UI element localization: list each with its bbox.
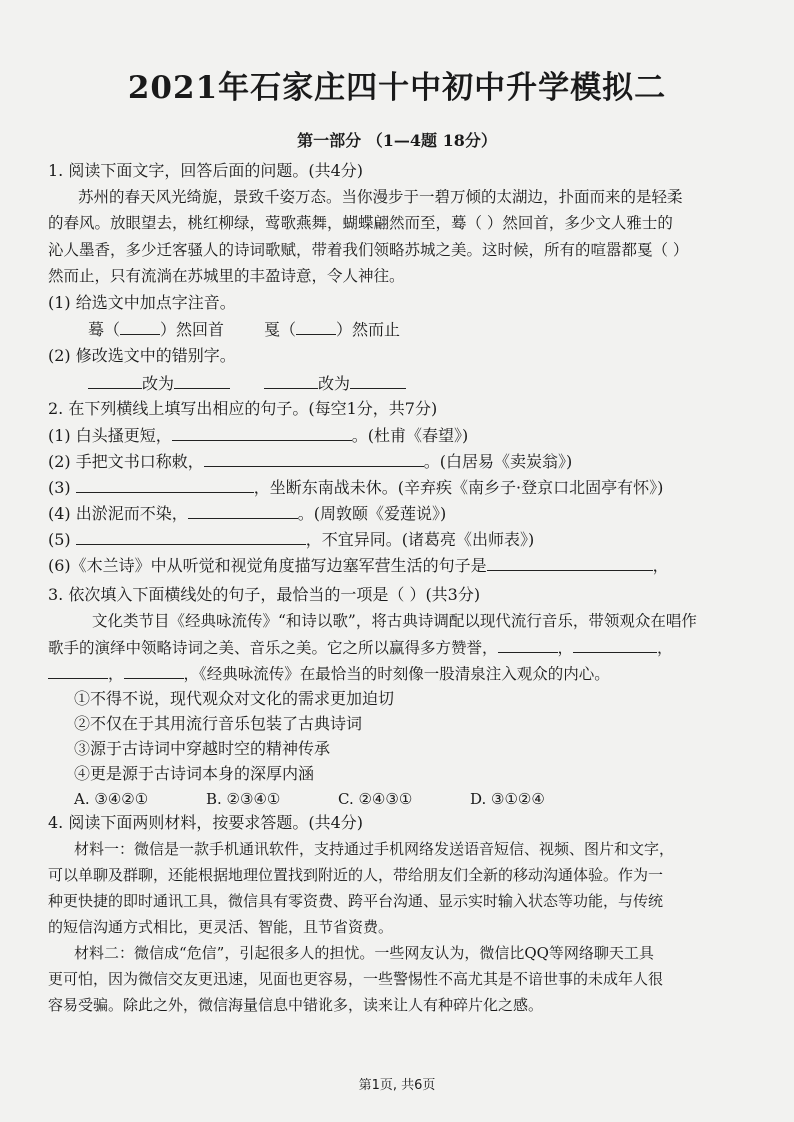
q3-option-1: ①不得不说，现代观众对文化的需求更加迫切 (74, 689, 395, 708)
q3-choice-c[interactable]: C. ②④③① (338, 790, 413, 808)
answer-blank[interactable] (264, 372, 318, 389)
q2-item-source: ，坐断东南战未休。(辛弃疾《南乡子·登京口北固亭有怀》) (253, 478, 664, 497)
q4-material-line: 材料二：微信成“危信”，引起很多人的担忧。一些网友认为，微信比QQ等网络聊天工具 (74, 944, 654, 962)
q1-sub1-item-a (88, 318, 224, 341)
answer-blank[interactable] (88, 372, 142, 389)
q1-passage-line: 然而止，只有流淌在苏城里的丰盈诗意，令人神往。 (48, 267, 405, 285)
q2-item-source: 。(白居易《卖炭翁》) (423, 452, 573, 471)
q2-item-2 (48, 450, 572, 473)
exam-title: 2021年石家庄四十中初中升学模拟二 (127, 70, 667, 106)
answer-blank[interactable] (174, 372, 230, 389)
q2-item-text: (4) 出淤泥而不染， (48, 504, 188, 523)
answer-blank[interactable] (188, 502, 298, 519)
answer-blank[interactable] (172, 424, 352, 441)
q3-passage-text: 《经典咏流传》在最恰当的时刻像一股清泉注入观众的内心。 (199, 665, 610, 683)
q2-item-source: 。(周敦颐《爱莲说》) (297, 504, 447, 523)
answer-blank[interactable] (124, 662, 184, 679)
q2-item-source: ，不宜异同。(诸葛亮《出师表》) (305, 530, 535, 549)
q3-passage-text: 歌手的演绎中领略诗词之美、音乐之美。它之所以赢得多方赞誉， (48, 639, 498, 657)
answer-blank[interactable] (76, 476, 254, 493)
q3-choice-d[interactable]: D. ③①②④ (470, 790, 545, 808)
q2-item-text: (3) (48, 478, 71, 497)
q2-item-punct: ， (652, 556, 669, 575)
page-number: 第1页, 共6页 (358, 1078, 436, 1093)
q4-material-line: 更可怕，因为微信交友更迅速，见面也更容易，一些警惕性不高尤其是不谙世事的未成年人很 (48, 970, 664, 988)
q3-passage-line: 文化类节目《经典咏流传》“和诗以歌”，将古典诗调配以现代流行音乐，带领观众在唱作 (92, 612, 697, 630)
q1-sub2-item-b (264, 372, 406, 395)
q4-stem: 4. 阅读下面两则材料，按要求答题。(共4分) (48, 813, 364, 832)
answer-blank[interactable] (498, 636, 558, 653)
q2-item-text: (5) (48, 530, 71, 549)
q3-choice-b[interactable]: B. ②③④① (206, 790, 281, 808)
q1-passage-line: 苏州的春天风光绮旎，景致千姿万态。当你漫步于一碧万倾的太湖边，扑面而来的是轻柔 (78, 188, 683, 206)
q1-sub1-b-char: 戛（ (264, 320, 297, 339)
section-heading: 第一部分 （1—4题 18分） (297, 131, 497, 150)
q4-material-line: 种更快捷的即时通讯工具，微信具有零资费、跨平台沟通、显示实时输入状态等功能，与传统 (48, 892, 664, 910)
q3-option-3: ③源于古诗词中穿越时空的精神传承 (74, 739, 331, 758)
q3-passage-line: 歌手的演绎中领略诗词之美、音乐之美。它之所以赢得多方赞誉， ， ， (48, 636, 673, 659)
q2-item-3 (48, 476, 663, 499)
q1-passage-line: 沁人墨香，多少迁客骚人的诗词歌赋，带着我们领略苏城之美。这时候，所有的喧嚣都戛（ ） (48, 241, 689, 259)
q1-passage-line: 的春风。放眼望去，桃红柳绿，莺歌燕舞，蝴蝶翩然而至，蓦（ ）然回首，多少文人雅士的 (48, 214, 673, 232)
answer-blank[interactable] (204, 450, 424, 467)
change-to-label: 改为 (142, 374, 175, 393)
answer-blank[interactable] (48, 662, 108, 679)
q1-stem: 1. 阅读下面文字，回答后面的问题。(共4分) (48, 161, 364, 180)
answer-blank[interactable] (120, 318, 160, 335)
q3-option-4: ④更是源于古诗词本身的深厚内涵 (74, 764, 315, 783)
q4-material-line: 可以单聊及群聊，还能根据地理位置找到附近的人，带给朋友们全新的移动沟通体验。作为一 (48, 866, 664, 884)
q1-sub1-item-b (264, 318, 400, 341)
q2-item-5 (48, 528, 534, 551)
q1-sub1-a-char: 蓦（ (88, 320, 121, 339)
q4-material-line: 的短信沟通方式相比，更灵活、智能，且节省资费。 (48, 918, 394, 936)
answer-blank[interactable] (573, 636, 657, 653)
q1-sub2-item-a (88, 372, 230, 395)
q4-material-line: 容易受骗。除此之外，微信海量信息中错讹多，读来让人有种碎片化之感。 (48, 996, 544, 1014)
q3-option-2: ②不仅在于其用流行音乐包装了古典诗词 (74, 714, 363, 733)
q3-stem: 3. 依次填入下面横线处的句子，最恰当的一项是（ ）(共3分) (48, 585, 481, 604)
q1-sub2: (2) 修改选文中的错别字。 (48, 346, 236, 365)
q2-item-source: 。(杜甫《春望》) (351, 426, 469, 445)
answer-blank[interactable] (487, 554, 653, 571)
change-to-label: 改为 (318, 374, 351, 393)
q3-choice-a[interactable]: A. ③④②① (74, 790, 149, 808)
q3-passage-line: ， ，《经典咏流传》在最恰当的时刻像一股清泉注入观众的内心。 (48, 662, 610, 685)
q1-sub1: (1) 给选文中加点字注音。 (48, 293, 236, 312)
answer-blank[interactable] (76, 528, 306, 545)
q2-item-text: (2) 手把文书口称敕， (48, 452, 204, 471)
q2-item-text: (6)《木兰诗》中从听觉和视觉角度描写边塞军营生活的句子是 (48, 556, 487, 575)
q2-item-text: (1) 白头搔更短， (48, 426, 172, 445)
q1-sub1-b-rest: ）然而止 (336, 320, 401, 339)
q2-item-1 (48, 424, 468, 447)
answer-blank[interactable] (350, 372, 406, 389)
q2-stem: 2. 在下列横线上填写出相应的句子。(每空1分，共7分) (48, 399, 438, 418)
answer-blank[interactable] (296, 318, 336, 335)
q2-item-6 (48, 554, 669, 577)
q2-item-4 (48, 502, 446, 525)
q4-material-line: 材料一：微信是一款手机通讯软件，支持通过手机网络发送语音短信、视频、图片和文字， (74, 840, 675, 858)
q1-sub1-a-rest: ）然回首 (160, 320, 225, 339)
